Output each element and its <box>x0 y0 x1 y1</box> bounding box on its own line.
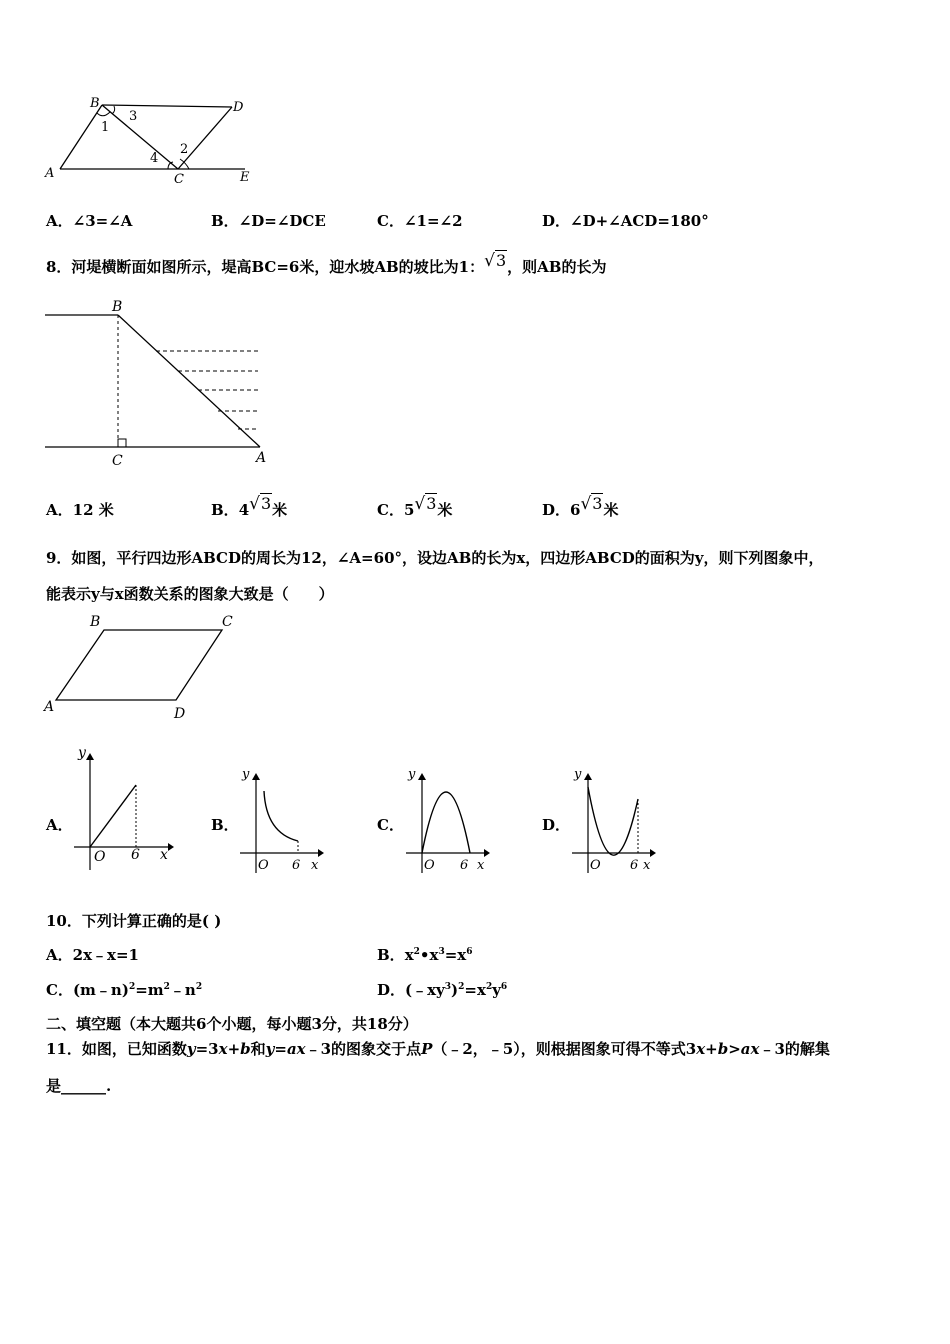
q10-option-a[interactable]: A．2x﹣x=1 <box>46 946 139 964</box>
label-x: x <box>643 858 651 873</box>
angle-arc-4 <box>168 162 173 169</box>
y-axis-arrow <box>252 773 260 780</box>
angle-arc-1 <box>97 112 110 116</box>
segment-bd <box>102 105 232 107</box>
parallelogram-abcd <box>56 630 222 700</box>
q9-option-a[interactable]: A． <box>46 816 73 834</box>
label-c: C <box>222 614 233 630</box>
q11-stem-line2: 是______. <box>46 1077 112 1095</box>
label-c: C <box>174 172 184 187</box>
angle-arc-2 <box>180 159 189 169</box>
segment-ab <box>60 105 102 169</box>
label-x: x <box>311 858 319 873</box>
q9-graph-a[interactable] <box>68 745 178 877</box>
q8-option-a[interactable]: A．12 米 <box>46 501 114 519</box>
x-axis-arrow <box>484 849 490 857</box>
slope-ab <box>118 315 260 447</box>
y-axis-arrow <box>584 773 592 780</box>
q9-option-b[interactable]: B． <box>211 816 239 834</box>
label-angle-3: 3 <box>129 109 138 124</box>
label-origin: O <box>590 858 601 873</box>
label-origin: O <box>424 858 435 873</box>
label-d: D <box>174 706 186 722</box>
label-b: B <box>90 96 100 111</box>
sqrt-symbol: √3 <box>484 251 507 271</box>
right-angle-mark <box>118 439 126 447</box>
q7-figure <box>40 95 265 187</box>
angle-arc-3 <box>112 106 115 114</box>
label-six: 6 <box>292 858 301 873</box>
y-axis-arrow <box>418 773 426 780</box>
label-a: A <box>44 699 55 715</box>
q8-figure <box>40 295 280 470</box>
function-curve <box>422 792 470 853</box>
label-y: y <box>408 767 416 782</box>
q9-graph-b[interactable] <box>236 765 328 877</box>
label-angle-2: 2 <box>180 142 189 157</box>
q10-option-d[interactable]: D．$(﹣xy^3)^2=x^2y^6$ <box>377 981 508 999</box>
label-six: 6 <box>460 858 469 873</box>
label-a: A <box>45 166 55 181</box>
label-e: E <box>240 170 250 185</box>
label-c: C <box>112 453 123 469</box>
function-curve <box>588 787 638 855</box>
q9-parallelogram-figure <box>40 610 245 722</box>
q8-stem: 8．河堤横断面如图所示，堤高BC=6米，迎水坡AB的坡比为1：√3，则AB的长为 <box>46 251 607 276</box>
label-x: x <box>477 858 485 873</box>
q7-option-a[interactable]: A．∠3=∠A <box>46 212 133 230</box>
label-origin: O <box>258 858 269 873</box>
label-origin: O <box>94 849 106 865</box>
q7-option-b[interactable]: B．∠D=∠DCE <box>211 212 326 230</box>
label-six: 6 <box>630 858 639 873</box>
q9-graph-c[interactable] <box>402 765 494 877</box>
label-y: y <box>242 767 250 782</box>
q11-stem-line1: 11．如图，已知函数y=3x+b和y=ax﹣3的图象交于点P（﹣2，﹣5），则根据图象可得不等式3x+b>ax﹣3的解集 <box>46 1040 830 1058</box>
label-b: B <box>112 299 123 315</box>
q10-stem: 10．下列计算正确的是( ) <box>46 912 222 930</box>
label-angle-4: 4 <box>150 151 159 166</box>
q7-option-d[interactable]: D．∠D+∠ACD=180° <box>542 212 709 230</box>
q8-option-b[interactable]: B．4√3米 <box>211 494 288 519</box>
function-curve <box>90 785 136 847</box>
sqrt-symbol: √3 <box>249 494 272 514</box>
y-axis-arrow <box>86 753 94 760</box>
label-y: y <box>574 767 582 782</box>
label-b: B <box>90 614 101 630</box>
sqrt-symbol: √3 <box>580 494 603 514</box>
x-axis-arrow <box>650 849 656 857</box>
q9-option-d[interactable]: D． <box>542 816 571 834</box>
q8-option-d[interactable]: D．6√3米 <box>542 494 619 519</box>
q9-stem-line1: 9．如图，平行四边形ABCD的周长为12，∠A=60°，设边AB的长为x，四边形ABCD的面积为y，则下列图象中， <box>46 549 824 567</box>
label-six: 6 <box>131 847 140 863</box>
segment-bc <box>102 105 178 169</box>
label-x: x <box>160 847 168 863</box>
label-a: A <box>256 450 267 466</box>
label-d: D <box>233 100 244 115</box>
q7-option-c[interactable]: C．∠1=∠2 <box>377 212 463 230</box>
q10-option-c[interactable]: C．$(m﹣n)^2=m^2﹣n^2$ <box>46 981 203 999</box>
section-title: 二、填空题（本大题共6个小题，每小题3分，共18分） <box>46 1015 418 1033</box>
segment-dc <box>178 107 232 169</box>
q8-option-c[interactable]: C．5√3米 <box>377 494 453 519</box>
x-axis-arrow <box>318 849 324 857</box>
q9-stem-line2: 能表示y与x函数关系的图象大致是（ ） <box>46 585 334 603</box>
sqrt-symbol: √3 <box>414 494 437 514</box>
x-axis-arrow <box>168 843 174 851</box>
label-y: y <box>78 745 86 761</box>
q9-graph-d[interactable] <box>568 765 660 877</box>
q10-option-b[interactable]: B．$x^2•x^3=x^6$ <box>377 946 473 964</box>
function-curve <box>264 791 298 841</box>
q9-option-c[interactable]: C． <box>377 816 404 834</box>
label-angle-1: 1 <box>101 120 110 135</box>
